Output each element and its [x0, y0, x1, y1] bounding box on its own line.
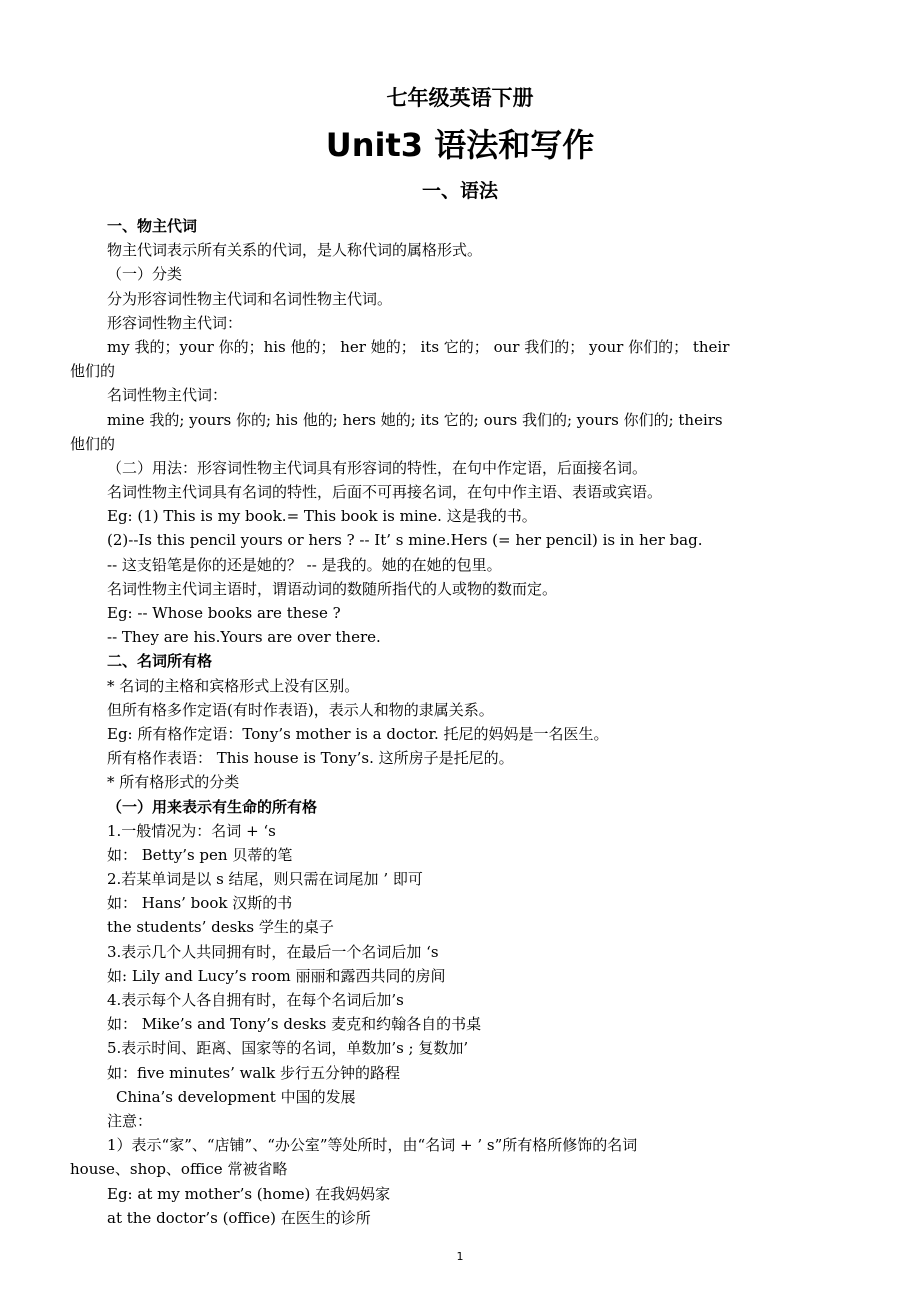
text-line: 所有格作表语： This house is Tony’s. 这所房子是托尼的。 [107, 749, 514, 768]
text-line: * 所有格形式的分类 [107, 773, 240, 792]
text-line: 如： Mike’s and Tony’s desks 麦克和约翰各自的书桌 [107, 1015, 482, 1034]
text-line: 名词性物主代词： [107, 386, 228, 405]
text-line: 如： Hans’ book 汉斯的书 [107, 894, 293, 913]
text-line: 但所有格多作定语(有时作表语)，表示人和物的隶属关系。 [107, 700, 494, 719]
heading-possessive-pronouns: 一、物主代词 [107, 217, 198, 235]
text-line: 如：five minutes’ walk 步行五分钟的路程 [107, 1063, 401, 1082]
text-line: mine 我的; yours 你的; his 他的; hers 她的; its 它的; ours 我们的; yours 你们的; theirs [107, 410, 723, 429]
text-line: the students’ desks 学生的桌子 [107, 918, 334, 937]
unit-title: Unit3 语法和写作 [325, 126, 595, 164]
text-line: 4.表示每个人各自拥有时，在每个名词后加’s [107, 991, 404, 1009]
subheading-animate-possessive: （一）用来表示有生命的所有格 [107, 797, 318, 816]
text-line: Eg: -- Whose books are these ? [107, 604, 341, 622]
text-line: （二）用法：形容词性物主代词具有形容词的特性，在句中作定语，后面接名词。 [107, 458, 648, 477]
text-line: Eg: (1) This is my book.= This book is mine. 这是我的书。 [107, 507, 537, 526]
text-line: 形容词性物主代词： [107, 313, 243, 332]
page-number: 1 [456, 1250, 464, 1263]
text-line: 名词性物主代词具有名词的特性，后面不可再接名词，在句中作主语、表语或宾语。 [107, 483, 663, 502]
text-line: （一）分类 [107, 265, 183, 284]
text-line: 他们的 [70, 362, 116, 381]
text-line: 他们的 [70, 434, 116, 453]
text-line: Eg: at my mother’s (home) 在我妈妈家 [107, 1184, 391, 1203]
text-line: 1.一般情况为：名词 + ‘s [107, 821, 276, 840]
text-line: -- They are his.Yours are over there. [107, 628, 381, 647]
text-line: (2)--Is this pencil yours or hers ? -- It’ s mine.Hers (= her pencil) is in her bag. [107, 531, 703, 550]
text-line: at the doctor’s (office) 在医生的诊所 [107, 1208, 371, 1227]
text-line: 如： Betty’s pen 贝蒂的笔 [107, 845, 293, 864]
text-line: China’s development 中国的发展 [116, 1087, 356, 1106]
section-title: 一、语法 [421, 180, 498, 202]
text-line: 2.若某单词是以 s 结尾，则只需在词尾加 ’ 即可 [107, 870, 423, 889]
text-line: 物主代词表示所有关系的代词，是人称代词的属格形式。 [107, 241, 483, 260]
text-line: 名词性物主代词主语时，谓语动词的数随所指代的人或物的数而定。 [107, 579, 558, 598]
text-line: Eg: 所有格作定语：Tony’s mother is a doctor. 托尼的妈妈是一名医生。 [107, 724, 609, 743]
text-line: -- 这支铅笔是你的还是她的？ -- 是我的。她的在她的包里。 [107, 555, 502, 574]
text-line: * 名词的主格和宾格形式上没有区别。 [107, 676, 360, 695]
grade-title: 七年级英语下册 [386, 86, 534, 110]
text-line: my 我的；your 你的；his 他的； her 她的； its 它的； our 我们的； your 你们的； their [107, 337, 730, 356]
text-line: 分为形容词性物主代词和名词性物主代词。 [107, 289, 393, 308]
text-line: 注意： [107, 1111, 153, 1130]
heading-noun-possessive: 二、名词所有格 [107, 652, 213, 671]
text-line: house、shop、office 常被省略 [70, 1160, 288, 1179]
body-text [70, 214, 910, 1230]
text-line: 1）表示“家”、“店铺”、“办公室”等处所时，由“名词 + ’ s”所有格所修饰的名词 [107, 1136, 638, 1155]
text-line: 5.表示时间、距离、国家等的名词，单数加’s ; 复数加’ [107, 1039, 469, 1058]
text-line: 如: Lily and Lucy’s room 丽丽和露西共同的房间 [107, 966, 446, 985]
text-line: 3.表示几个人共同拥有时，在最后一个名词后加 ‘s [107, 942, 439, 961]
